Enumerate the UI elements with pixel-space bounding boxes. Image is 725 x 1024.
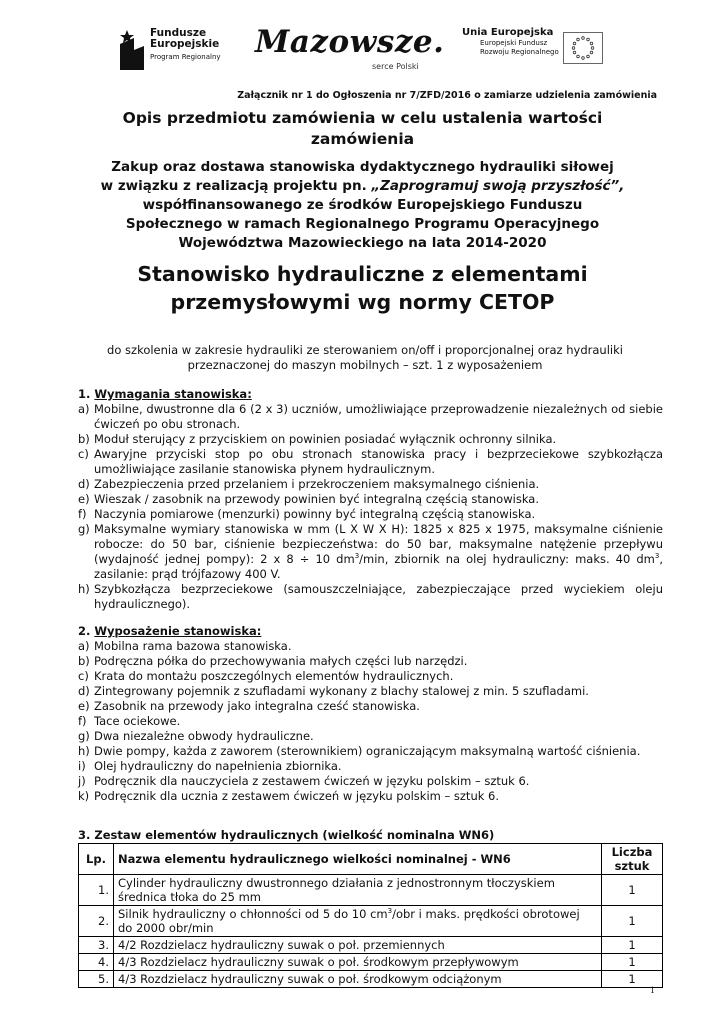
list-letter: d): [78, 684, 90, 698]
header-logos: [0, 22, 725, 78]
list-item: [78, 699, 663, 714]
intro-line: przeznaczonej do maszyn mobilnych – szt. 1 z wyposażeniem: [187, 358, 543, 372]
header-lp: Lp.: [79, 844, 114, 875]
list-letter: e): [78, 492, 90, 506]
section-title: [78, 387, 663, 402]
section-number: 2.: [78, 624, 95, 638]
section-title-text: Wymagania stanowiska:: [94, 387, 252, 401]
cell-name: [114, 906, 602, 937]
cell-qty: 1: [602, 906, 663, 937]
list-text: Awaryjne przyciski stop po obu stronach stanowiska pracy i bezprzeciekowe szybkozłącza umożliwiające zasilanie stanowiska płynem hydraulicznym.: [94, 447, 663, 476]
superscript: 3: [354, 552, 360, 561]
list-letter: a): [78, 402, 90, 416]
list-letter: g): [78, 522, 90, 536]
list-item: [78, 774, 663, 789]
project-line: Społecznego w ramach Regionalnego Programu Operacyjnego: [125, 216, 600, 232]
list-text: [94, 522, 663, 582]
cell-name: 4/3 Rozdzielacz hydrauliczny suwak o poł. środkowym odciążonym: [114, 971, 602, 988]
superscript: 3: [387, 907, 393, 916]
list-text: Olej hydrauliczny do napełnienia zbiornika.: [94, 759, 342, 773]
list-text: Dwie pompy, każda z zaworem (sterownikiem) ograniczającym maksymalną wartość ciśnienia.: [94, 744, 641, 758]
project-name: „Zaprogramuj swoją przyszłość”,: [371, 178, 625, 194]
fundusze-europejskie-mark-icon: [118, 28, 146, 70]
cell-name: 4/2 Rozdzielacz hydrauliczny suwak o poł. przemiennych: [114, 937, 602, 954]
fe-line3: Program Regionalny: [150, 53, 221, 61]
list-text: Mobilna rama bazowa stanowiska.: [94, 639, 292, 653]
list-item: [78, 492, 663, 507]
header-qty: Liczba sztuk: [602, 844, 663, 875]
list-letter: i): [78, 759, 86, 773]
list-letter: f): [78, 714, 87, 728]
list-letter: d): [78, 477, 90, 491]
list-letter: f): [78, 507, 87, 521]
list-text: Moduł sterujący z przyciskiem on powinien posiadać wyłącznik ochronny silnika.: [94, 432, 557, 446]
list-item: [78, 684, 663, 699]
cell-name: Cylinder hydrauliczny dwustronnego działania z jednostronnym tłoczyskiem średnica tłoka do 25 mm: [114, 875, 602, 906]
list-item: [78, 729, 663, 744]
table-row: [79, 875, 663, 906]
table-row: [79, 954, 663, 971]
cell-name-part: /obr i maks. prędkości obrotowej do 2000 obr/min: [118, 907, 580, 935]
list-letter: h): [78, 744, 90, 758]
section-requirements: [78, 387, 663, 612]
list-item: [78, 759, 663, 774]
project-description: [60, 158, 665, 253]
list-text: Krata do montażu poszczególnych elementów hydraulicznych.: [94, 669, 454, 683]
table-header-row: [79, 844, 663, 875]
superscript: 3: [654, 552, 660, 561]
cell-qty: 1: [602, 937, 663, 954]
list-text: Zintegrowany pojemnik z szufladami wykonany z blachy stalowej z min. 5 szufladami.: [94, 684, 589, 698]
list-text: Wieszak / zasobnik na przewody powinien być integralną częścią stanowiska.: [94, 492, 539, 506]
cell-name-part: Silnik hydrauliczny o chłonności od 5 do 10 cm: [118, 907, 388, 921]
ue-line2: Europejski Fundusz: [480, 39, 548, 47]
table-row: [79, 906, 663, 937]
cell-lp: 1.: [79, 875, 114, 906]
list-letter: c): [78, 447, 89, 461]
list-text: Naczynia pomiarowe (menzurki) powinny być integralną częścią stanowiska.: [94, 507, 536, 521]
list-text: Podręczna półka do przechowywania małych części lub narzędzi.: [94, 654, 468, 668]
list-text: Zasobnik na przewody jako integralna cześć stanowiska.: [94, 699, 420, 713]
list-item: [78, 522, 663, 582]
list-text-part: /min, zbiornik na olej hydrauliczny: maks. 40 dm: [359, 552, 655, 566]
project-line: [60, 177, 665, 196]
list-letter: c): [78, 669, 89, 683]
list-text: Tace ociekowe.: [94, 714, 181, 728]
cell-lp: 5.: [79, 971, 114, 988]
list-letter: j): [78, 774, 86, 788]
cell-qty: 1: [602, 954, 663, 971]
item-title-line: przemysłowymi wg normy CETOP: [170, 290, 555, 314]
list-letter: g): [78, 729, 90, 743]
ue-line1: Unia Europejska: [462, 27, 554, 38]
list-letter: k): [78, 789, 90, 803]
list-text: Podręcznik dla nauczyciela z zestawem ćwiczeń w języku polskim – sztuk 6.: [94, 774, 530, 788]
section-equipment: [78, 624, 663, 804]
cell-qty: 1: [602, 875, 663, 906]
header-name: Nazwa elementu hydraulicznego wielkości nominalnej - WN6: [114, 844, 602, 875]
item-title: [60, 260, 665, 316]
title-line: zamówienia: [310, 130, 415, 148]
list-text-part: , zasilanie: prąd trójfazowy 400 V.: [94, 552, 663, 581]
list-text: Podręcznik dla ucznia z zestawem ćwiczeń w języku polskim – sztuk 6.: [94, 789, 500, 803]
list-item: [78, 714, 663, 729]
project-line: Województwa Mazowieckiego na lata 2014-2020: [178, 235, 547, 251]
components-table: [78, 843, 663, 988]
cell-lp: 4.: [79, 954, 114, 971]
title-line: Opis przedmiotu zamówienia w celu ustalenia wartości: [122, 109, 603, 127]
list-text-part: Maksymalne wymiary stanowiska w mm (L X W X H): 1825 x 825 x 1975, maksymalne ciśnienie robocze: do 50 bar, ciśnienie bezpieczeństwa: do 50 bar, maksymalne natężenie przepływu (wydajność jednej pompy): 2 x 8 ÷ 10 dm: [94, 522, 663, 566]
page-number: 1: [649, 986, 655, 995]
list-letter: b): [78, 432, 90, 446]
cell-lp: 3.: [79, 937, 114, 954]
list-letter: a): [78, 639, 90, 653]
intro-text: [70, 343, 660, 373]
mazowsze-logo: [255, 22, 445, 78]
section-number: 1.: [78, 387, 95, 401]
eu-flag-icon: [563, 32, 603, 64]
document-title: [60, 108, 665, 150]
fundusze-europejskie-logo: [118, 24, 238, 74]
unia-europejska-logo: [462, 26, 562, 74]
table-row: [79, 937, 663, 954]
section-title-text: Wyposażenie stanowiska:: [94, 624, 262, 638]
table-row: [79, 971, 663, 988]
list-item: [78, 432, 663, 447]
section-title: 3. Zestaw elementów hydraulicznych (wielkość nominalna WN6): [78, 828, 495, 842]
ue-line3: Rozwoju Regionalnego: [480, 48, 559, 56]
project-line: Zakup oraz dostawa stanowiska dydaktycznego hydrauliki siłowej: [111, 159, 614, 175]
section-components: [78, 828, 663, 843]
list-item: [78, 477, 663, 492]
section-title: [78, 624, 663, 639]
project-line: współfinansowanego ze środków Europejskiego Funduszu: [142, 197, 583, 213]
annex-reference: Załącznik nr 1 do Ogłoszenia nr 7/ZFD/2016 o zamiarze udzielenia zamówienia: [237, 90, 657, 101]
cell-name: 4/3 Rozdzielacz hydrauliczny suwak o poł. środkowym przepływowym: [114, 954, 602, 971]
list-item: [78, 654, 663, 669]
list-item: [78, 507, 663, 522]
list-item: [78, 582, 663, 612]
list-text: Zabezpieczenia przed przelaniem i przekroczeniem maksymalnego ciśnienia.: [94, 477, 540, 491]
mazowsze-wordmark: Mazowsze.: [255, 24, 445, 60]
fe-line2: Europejskie: [150, 38, 220, 50]
list-item: [78, 402, 663, 432]
intro-line: do szkolenia w zakresie hydrauliki ze sterowaniem on/off i proporcjonalnej oraz hydrauliki: [107, 343, 623, 357]
list-letter: b): [78, 654, 90, 668]
mazowsze-subtitle: serce Polski: [372, 62, 419, 71]
list-item: [78, 669, 663, 684]
project-line-text: w związku z realizacją projektu pn.: [100, 178, 372, 194]
list-item: [78, 447, 663, 477]
list-item: [78, 744, 663, 759]
item-title-line: Stanowisko hydrauliczne z elementami: [137, 262, 588, 286]
list-text: Mobilne, dwustronne dla 6 (2 x 3) uczniów, umożliwiające przeprowadzenie niezależnych od siebie ćwiczeń po obu stronach.: [94, 402, 663, 431]
list-item: [78, 639, 663, 654]
list-item: [78, 789, 663, 804]
list-text: Dwa niezależne obwody hydrauliczne.: [94, 729, 314, 743]
cell-qty: 1: [602, 971, 663, 988]
list-letter: e): [78, 699, 90, 713]
fe-line1: Fundusze: [150, 27, 207, 39]
cell-lp: 2.: [79, 906, 114, 937]
list-letter: h): [78, 582, 90, 596]
list-text: Szybkozłącza bezprzeciekowe (samouszczelniające, zabezpieczające przed wyciekiem oleju hydraulicznego).: [94, 582, 663, 611]
